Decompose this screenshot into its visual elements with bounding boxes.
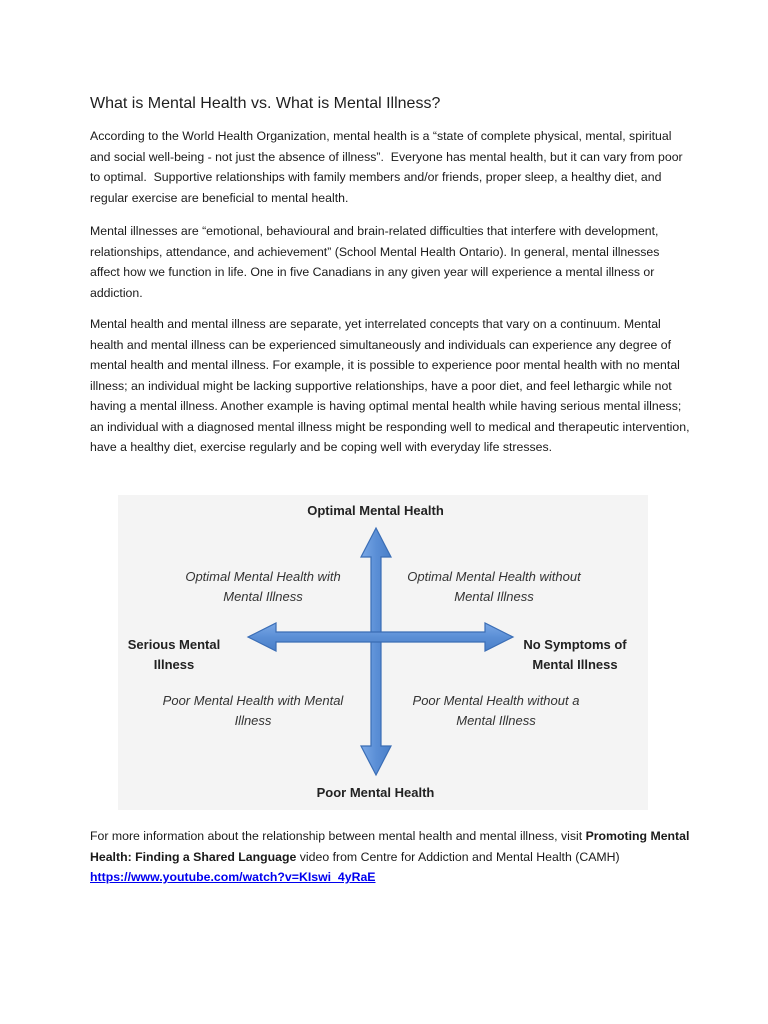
page-title: What is Mental Health vs. What is Mental Illness? <box>90 95 441 112</box>
more-info-text: For more information about the relationship between mental health and mental illness, visit <box>90 829 583 843</box>
paragraph-more-info <box>90 826 690 888</box>
quadrant-poor-without-illness: Poor Mental Health without a Mental Illness <box>412 693 580 728</box>
paragraph-mental-illness: Mental illnesses are “emotional, behavioural and brain-related difficulties that interfere with development, relationships, attendance, and achievement” (School Mental Health Ontario). In general, mental illnesses affect how we function in life. One in five Canadians in any given year will experience a mental illness or addiction. <box>90 224 660 300</box>
label-serious-mental-illness: Serious Mental Illness <box>127 637 221 672</box>
supportive-sentence: Supportive relationships with family members and/or friends, proper sleep, a healthy diet, and regular exercise are beneficial to mental health. <box>90 170 662 205</box>
label-no-symptoms: No Symptoms of Mental Illness <box>523 637 627 672</box>
video-title: Promoting Mental Health: Finding a Shared Language <box>90 829 690 864</box>
paragraph-who-definition <box>90 126 690 208</box>
youtube-link[interactable]: https://www.youtube.com/watch?v=KIswi_4yRaE <box>90 870 376 884</box>
who-quote: According to the World Health Organization, mental health is a “state of complete physical, mental, spiritual and social well-being - not just the absence of illness”. <box>90 129 672 164</box>
label-optimal-mental-health: Optimal Mental Health <box>307 503 444 518</box>
everyone-sentence: Everyone has mental health, but it can vary from poor to optimal. <box>90 149 683 184</box>
video-source: video from Centre for Addiction and Mental Health (CAMH) <box>299 849 620 864</box>
quadrant-optimal-without-illness: Optimal Mental Health without Mental Illness <box>407 569 581 604</box>
label-poor-mental-health: Poor Mental Health <box>316 785 435 800</box>
mental-health-continuum-diagram <box>118 495 648 810</box>
vertical-axis-arrow <box>361 528 391 775</box>
quadrant-poor-with-illness: Poor Mental Health with Mental Illness <box>162 693 344 728</box>
paragraph-continuum: Mental health and mental illness are separate, yet interrelated concepts that vary on a continuum. Mental health and mental illness can be experienced simultaneously and individuals can experience any degree of mental health and mental illness. For example, it is possible to experience poor mental health with no mental illness; an individual might be lacking supportive relationships, have a poor diet, and feel lethargic while not having a mental illness. Another example is having optimal mental health while having serious mental illness; an individual with a diagnosed mental illness might be responding well to medical and therapeutic intervention, have a healthy diet, exercise regularly and be coping well with everyday life stresses. <box>90 317 690 454</box>
quadrant-optimal-with-illness: Optimal Mental Health with Mental Illness <box>185 569 341 604</box>
